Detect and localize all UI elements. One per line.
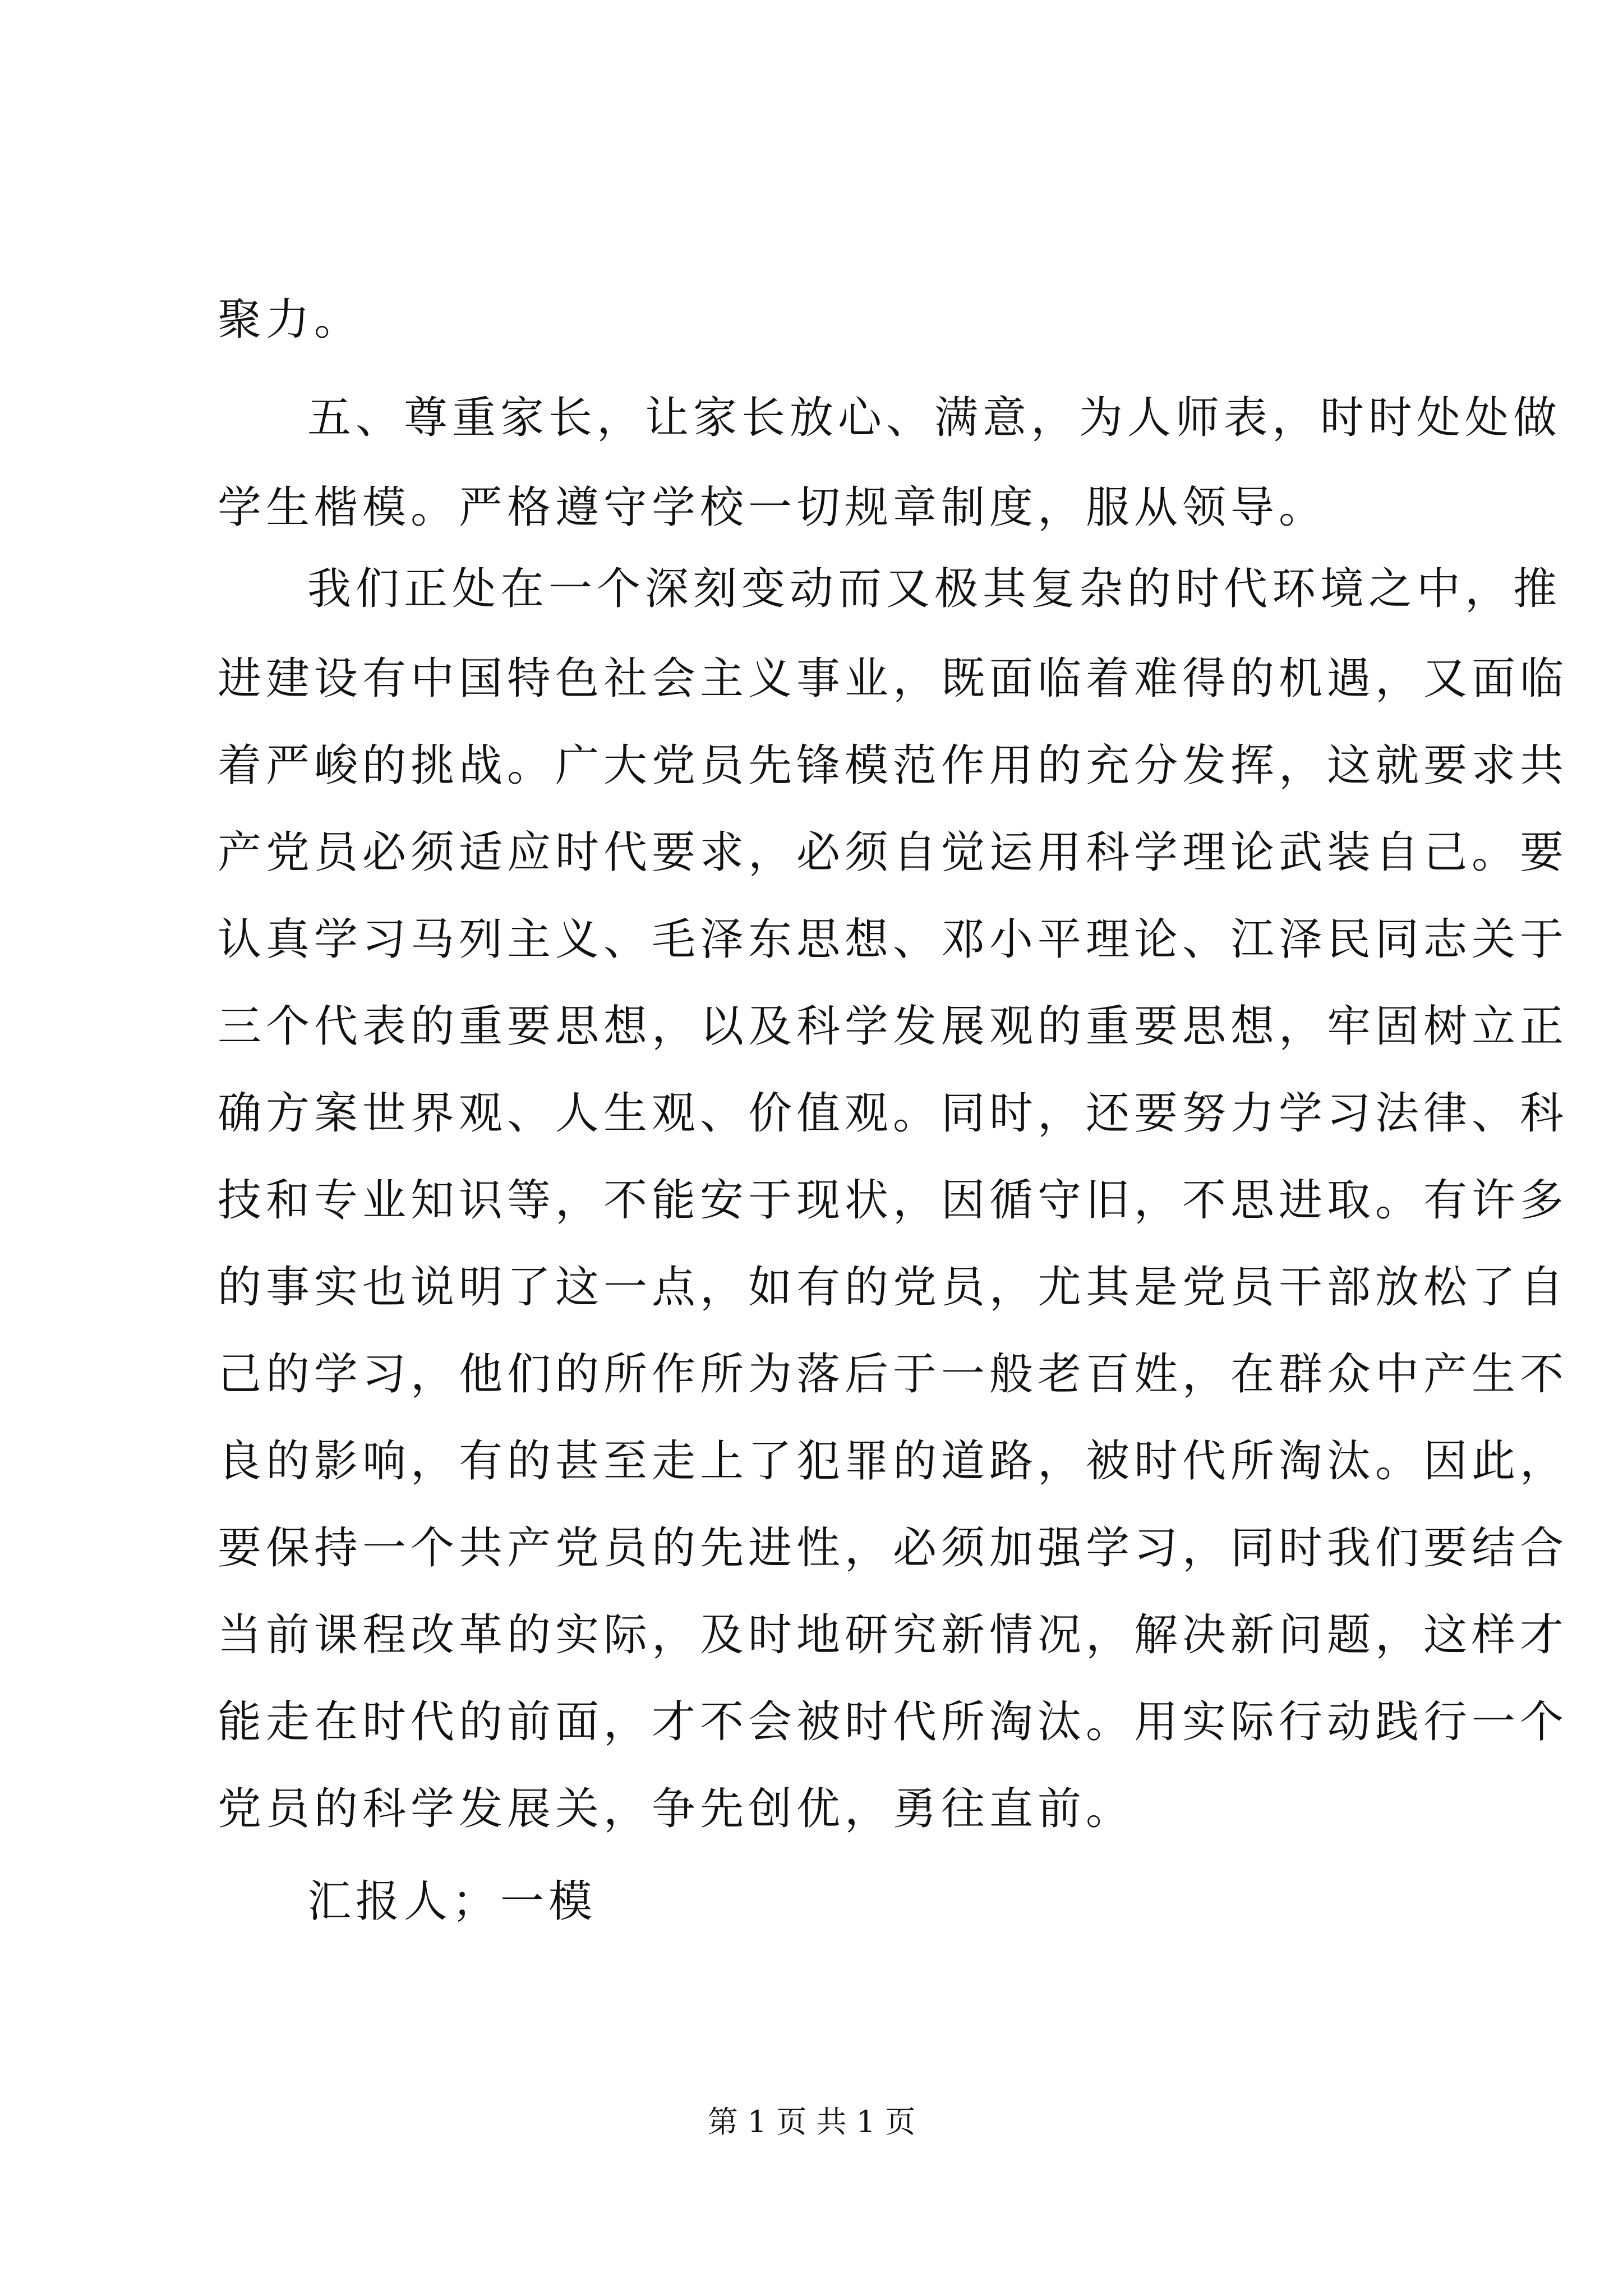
main-paragraph-line-10: 己的学习，他们的所作所为落后于一般老百姓，在群众中产生不 [218, 1349, 1569, 1400]
paragraph-5-line-2: 学生楷模。严格遵守学校一切规章制度，服从领导。 [218, 482, 1327, 533]
main-paragraph-line-14: 能走在时代的前面，才不会被时代所淘汰。用实际行动践行一个 [218, 1697, 1569, 1747]
main-paragraph-line-5: 认真学习马列主义、毛泽东思想、邓小平理论、江泽民同志关于 [218, 914, 1569, 965]
main-paragraph-line-6: 三个代表的重要思想，以及科学发展观的重要思想，牢固树立正 [218, 1001, 1569, 1052]
page-footer: 第 1 页 共 1 页 [707, 2104, 916, 2139]
main-paragraph-line-15: 党员的科学发展关，争先创优，勇往直前。 [218, 1784, 1135, 1834]
text-line: 聚力。 [218, 295, 363, 345]
main-paragraph-line-8: 技和专业知识等，不能安于现状，因循守旧，不思进取。有许多 [218, 1175, 1569, 1226]
main-paragraph-line-13: 当前课程改革的实际，及时地研究新情况，解决新问题，这样才 [218, 1610, 1569, 1660]
main-paragraph-line-2: 进建设有中国特色社会主义事业，既面临着难得的机遇，又面临 [218, 654, 1569, 704]
reporter-line: 汇报人；一模 [307, 1876, 597, 1927]
main-paragraph-line-9: 的事实也说明了这一点，如有的党员，尤其是党员干部放松了自 [218, 1262, 1569, 1313]
main-paragraph-line-3: 着严峻的挑战。广大党员先锋模范作用的充分发挥，这就要求共 [218, 740, 1569, 791]
main-paragraph-line-4: 产党员必须适应时代要求，必须自觉运用科学理论武装自己。要 [218, 827, 1569, 878]
main-paragraph-line-11: 良的影响，有的甚至走上了犯罪的道路，被时代所淘汰。因此， [218, 1436, 1569, 1487]
main-paragraph-line-12: 要保持一个共产党员的先进性，必须加强学习，同时我们要结合 [218, 1523, 1569, 1573]
main-paragraph-line-1: 我们正处在一个深刻变动而又极其复杂的时代环境之中，推 [307, 564, 1562, 614]
main-paragraph-line-7: 确方案世界观、人生观、价值观。同时，还要努力学习法律、科 [218, 1088, 1569, 1139]
paragraph-5-line-1: 五、尊重家长，让家长放心、满意，为人师表，时时处处做 [307, 393, 1562, 443]
